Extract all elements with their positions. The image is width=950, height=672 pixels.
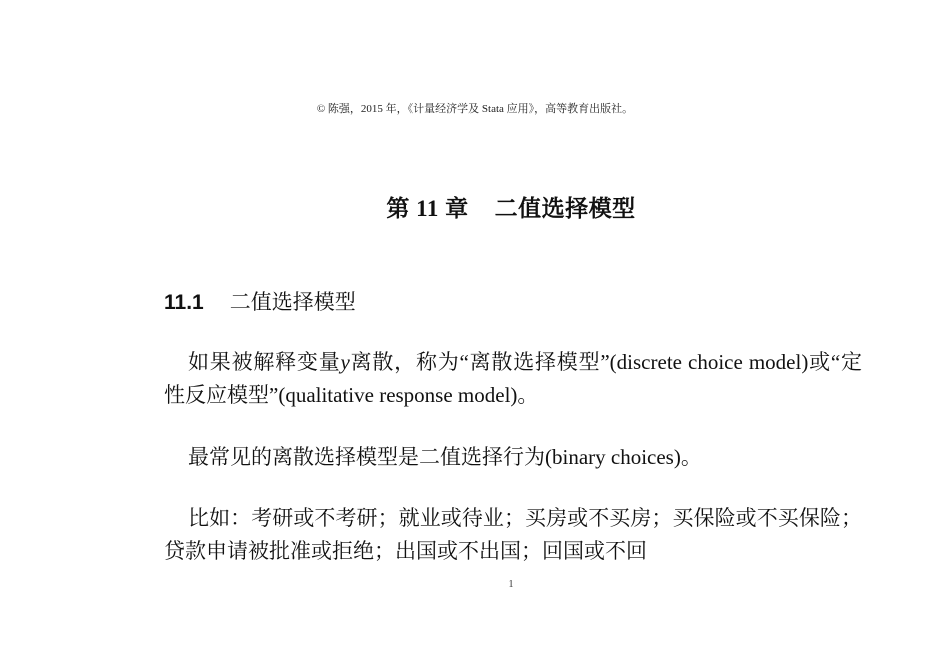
chapter-label: 第 11 章 <box>386 196 469 221</box>
paragraph-binary-choice: 最常见的离散选择模型是二值选择行为(binary choices)。 <box>188 445 702 469</box>
paragraph-text: 如果被解释变量 <box>188 350 341 374</box>
chapter-heading <box>0 190 950 223</box>
variable-y: y <box>340 350 350 374</box>
section-title: 二值选择模型 <box>229 290 356 314</box>
section-heading <box>164 286 356 316</box>
copyright-notice: © 陈强，2015 年，《计量经济学及 Stata 应用》，高等教育出版社。 <box>316 103 634 115</box>
chapter-title: 二值选择模型 <box>494 196 636 221</box>
paragraph-text: 离散，称为“离散选择模型”(discrete choice model)或“定性反应模型”(qualitative response model)。 <box>164 350 863 407</box>
section-number: 11.1 <box>164 291 204 314</box>
paragraph-discrete-choice <box>164 346 862 412</box>
page-number: 1 <box>508 579 514 590</box>
paragraph-examples: 比如：考研或不考研；就业或待业；买房或不买房；买保险或不买保险；贷款申请被批准或拒绝；出国或不出国；回国或不回 <box>164 506 862 563</box>
